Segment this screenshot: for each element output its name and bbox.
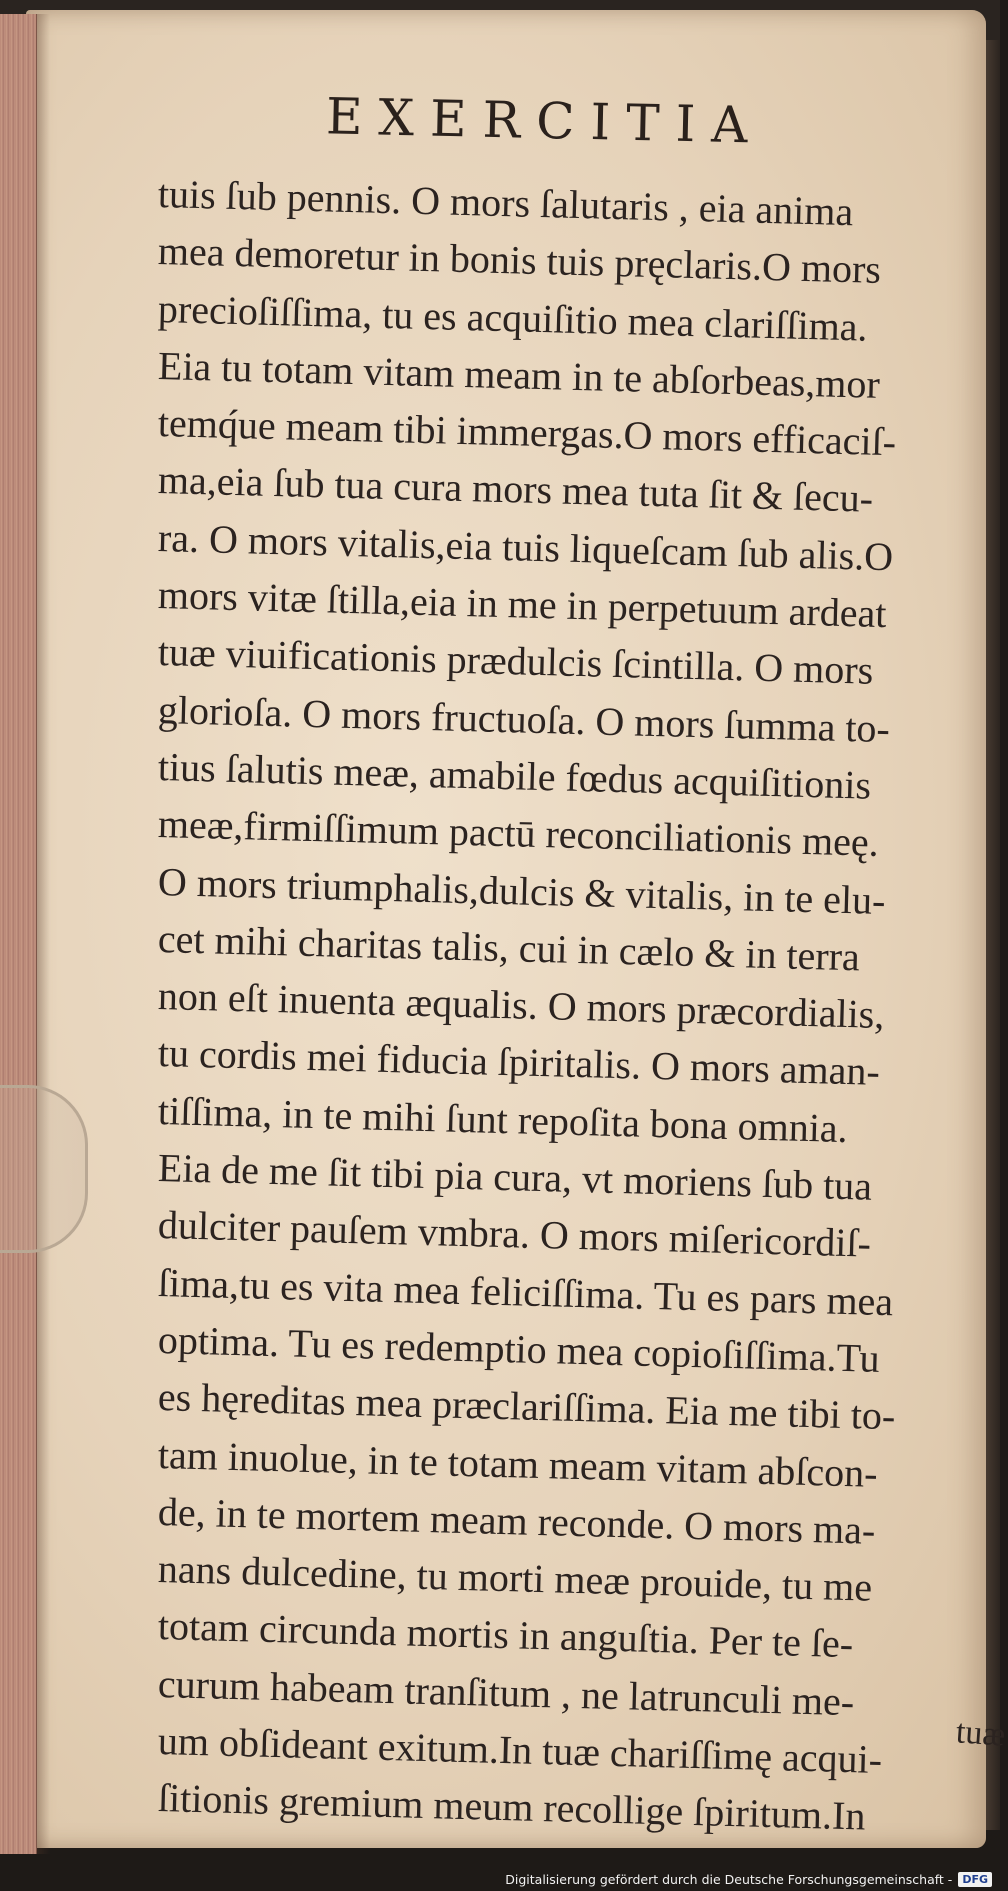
text-line: optima. Tu es redemptio mea copioſiſſima.Tu <box>157 1316 881 1381</box>
text-line: tuæ viuificationis prædulcis ſcintilla. O mors <box>157 629 874 694</box>
text-line: Eia de me ſit tibi pia cura, vt moriens ſub tua <box>157 1145 873 1209</box>
footer-credit <box>505 1872 992 1887</box>
text-line: precioſiſſima, tu es acquiſitio mea clariſſima. <box>157 285 869 350</box>
text-line: nans dulcedine, tu morti meæ prouide, tu me <box>157 1546 873 1610</box>
running-head: EXERCITIA <box>325 87 765 155</box>
text-line: Eia tu totam vitam meam in te abſorbeas,mor <box>157 342 881 407</box>
text-line: tu cordis mei fiducia ſpiritalis. O mors aman- <box>157 1030 881 1095</box>
text-line: ma,eia ſub tua cura mors mea tuta ſit & ſecu- <box>157 457 874 522</box>
text-line: tiſſima, in te mihi ſunt repoſita bona omnia. <box>157 1087 849 1151</box>
text-line: curum habeam tranſitum , ne latrunculi me- <box>157 1660 855 1724</box>
text-line: dulciter pauſem vmbra. O mors miſericordiſ- <box>157 1202 872 1267</box>
text-line: de, in te mortem meam reconde. O mors ma- <box>157 1488 876 1553</box>
clasp-tab <box>0 1085 88 1253</box>
dfg-logo: DFG <box>958 1872 992 1887</box>
text-line: ſitionis gremium meum recollige ſpiritum.In <box>157 1775 867 1839</box>
text-block <box>157 165 1008 1839</box>
text-line: glorioſa. O mors fructuoſa. O mors ſumma to- <box>157 686 891 751</box>
catchword: tuæ <box>954 1713 1007 1754</box>
book-page <box>26 10 1007 1848</box>
text-line: cet mihi charitas talis, cui in cælo & in terra <box>157 915 861 980</box>
page-edges <box>0 14 37 1854</box>
text-line: ra. O mors vitalis,eia tuis liqueſcam ſub alis.O <box>157 514 894 580</box>
text-line: tuis ſub pennis. O mors ſalutaris , eia anima <box>157 171 854 235</box>
text-line: mors vitæ ſtilla,eia in me in perpetuum ardeat <box>157 572 888 637</box>
text-line: totam circunda mortis in anguſtia. Per te ſe- <box>157 1603 854 1667</box>
text-line: es hęreditas mea præclariſſima. Eia me tibi to- <box>157 1374 896 1439</box>
text-line: tam inuolue, in te totam meam vitam abſcon- <box>157 1431 879 1496</box>
text-line: meæ,firmiſſimum pactū reconciliationis meę. <box>157 801 880 866</box>
text-line: ſima,tu es vita mea feliciſſima. Tu es pars mea <box>157 1259 894 1324</box>
text-line: tius ſalutis meæ, amabile fœdus acquiſitionis <box>157 743 872 808</box>
text-line: O mors triumphalis,dulcis & vitalis, in te elu- <box>157 858 887 923</box>
gutter-shadow <box>36 14 50 1854</box>
text-line: mea demoretur in bonis tuis pręclaris.O mors <box>157 228 882 293</box>
text-line: non eſt inuenta æqualis. O mors præcordialis, <box>157 973 885 1038</box>
footer-credit-text: Digitalisierung gefördert durch die Deutsche Forschungsgemeinschaft - <box>505 1872 953 1887</box>
text-line: temq́ue meam tibi immergas.O mors efficaciſ- <box>157 400 897 465</box>
text-line: um obſideant exitum.In tuæ chariſſimę acqui- <box>157 1718 883 1782</box>
